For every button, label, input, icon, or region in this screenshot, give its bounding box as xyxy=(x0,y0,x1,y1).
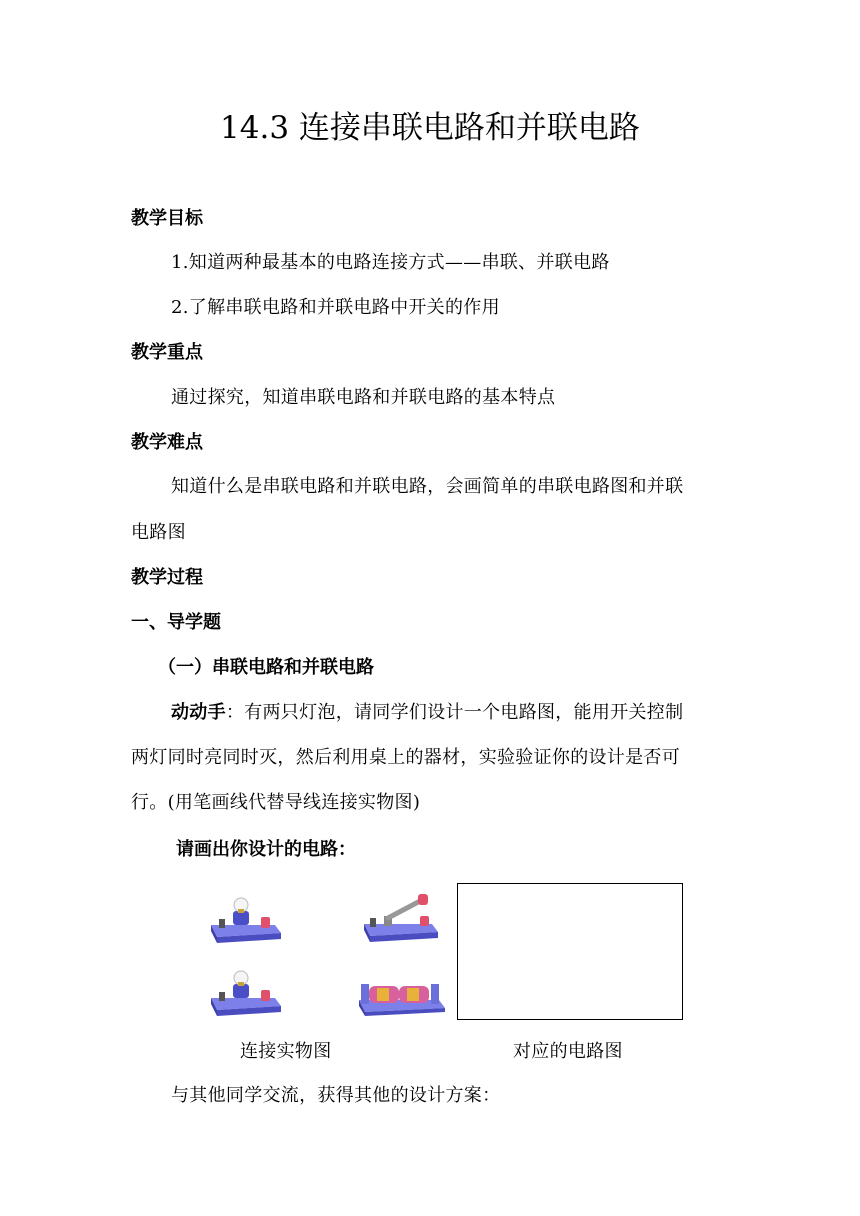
circuit-drawing-box[interactable] xyxy=(457,883,683,1020)
switch[interactable] xyxy=(360,888,442,944)
activity-text: ：有两只灯泡，请同学们设计一个电路图，能用开关控制 xyxy=(225,702,684,723)
bulb-holder-1[interactable] xyxy=(205,895,285,945)
key-heading: 教学重点 xyxy=(131,342,203,363)
difficulty-line-2: 电路图 xyxy=(131,522,186,543)
activity-line-1 xyxy=(171,700,683,726)
key-text: 通过探究，知道串联电路和并联电路的基本特点 xyxy=(171,387,556,408)
difficulty-line-1: 知道什么是串联电路和并联电路，会画简单的串联电路图和并联 xyxy=(171,476,684,497)
page-title: 14.3 连接串联电路和并联电路 xyxy=(220,110,640,146)
process-heading: 教学过程 xyxy=(131,567,203,588)
activity-line-2: 两灯同时亮同时灭，然后利用桌上的器材，实验验证你的设计是否可 xyxy=(131,747,680,768)
objectives-heading: 教学目标 xyxy=(131,208,203,229)
activity-label: 动动手 xyxy=(171,702,226,723)
exchange-text: 与其他同学交流，获得其他的设计方案： xyxy=(171,1085,501,1106)
subsection-1-heading: （一）串联电路和并联电路 xyxy=(158,657,374,678)
activity-line-3: 行。(用笔画线代替导线连接实物图) xyxy=(131,792,421,813)
objective-1: 1.知道两种最基本的电路连接方式——串联、并联电路 xyxy=(171,252,610,273)
caption-left: 连接实物图 xyxy=(240,1041,332,1062)
difficulty-heading: 教学难点 xyxy=(131,432,203,453)
draw-prompt: 请画出你设计的电路： xyxy=(176,839,356,860)
battery-holder[interactable] xyxy=(355,976,447,1018)
section-1-heading: 一、导学题 xyxy=(131,612,221,633)
caption-right: 对应的电路图 xyxy=(513,1041,623,1062)
bulb-holder-2[interactable] xyxy=(205,968,285,1018)
objective-2: 2.了解串联电路和并联电路中开关的作用 xyxy=(171,297,500,318)
